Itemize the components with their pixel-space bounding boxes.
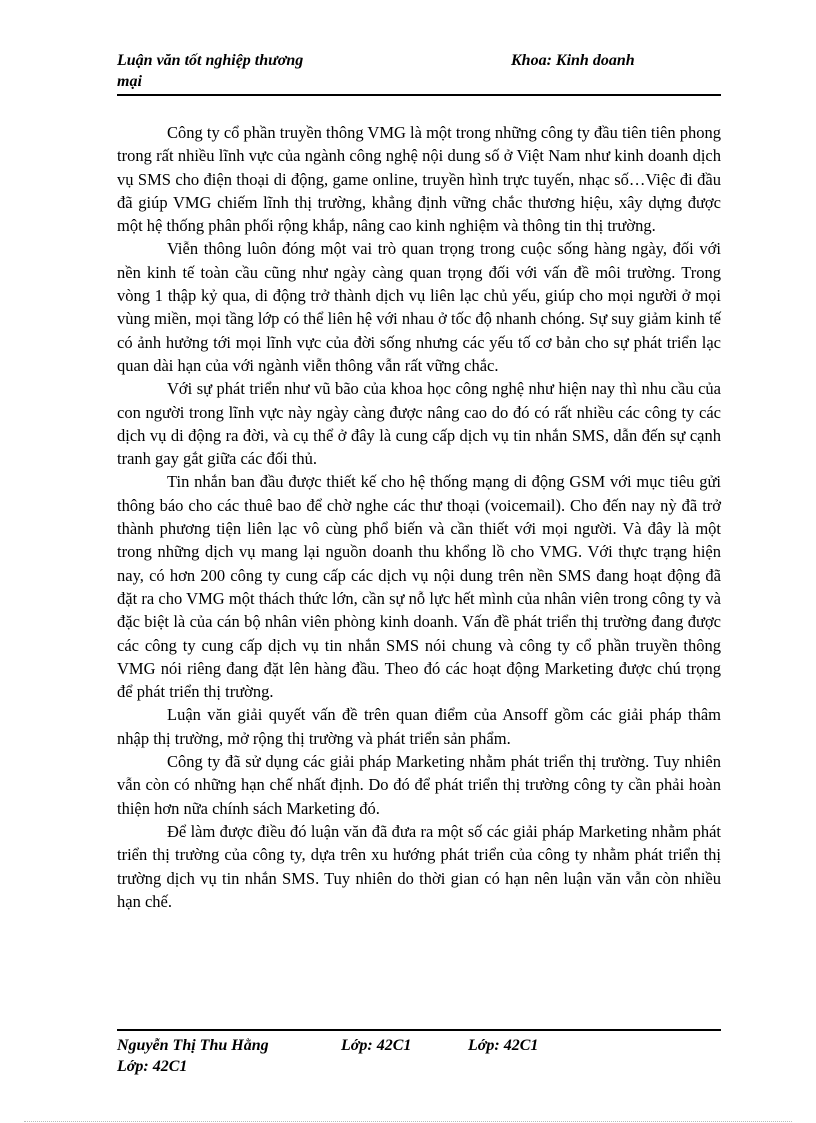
page-edge-divider — [24, 1121, 792, 1122]
paragraph: Tin nhắn ban đầu được thiết kế cho hệ thống mạng di động GSM với mục tiêu gửi thông báo cho các thuê bao để chờ nghe các thư thoại (voicemail). Cho đến nay nỳ đã trở thành phương tiện liên lạc vô cùng phổ biến và cần thiết với mọi người. Và đây là một trong những dịch vụ mang lại nguồn doanh thu khổng lồ cho VMG. Với thực trạng hiện nay, có hơn 200 công ty cung cấp các dịch vụ nội dung trên nền SMS đang hoạt động đã đặt ra cho VMG một thách thức lớn, cần sự nỗ lực hết mình của nhân viên trong công ty và đặc biệt là của cán bộ nhân viên phòng kinh doanh. Vấn đề phát triển thị trường đang được các công ty cung cấp dịch vụ tin nhắn SMS nói chung và công ty cổ phần truyền thông VMG nói riêng đang đặt lên hàng đầu. Theo đó các hoạt động Marketing được chú trọng để phát triển thị trường. — [117, 472, 721, 702]
header-faculty: Khoa: Kinh doanh — [511, 52, 635, 69]
paragraph: Công ty đã sử dụng các giải pháp Marketing nhằm phát triển thị trường. Tuy nhiên vẫn còn có những hạn chế nhất định. Do đó để phát triển thị trường công ty cần phải hoàn thiện hơn nữa chính sách Marketing đó. — [117, 752, 721, 818]
paragraph: Luận văn giải quyết vấn đề trên quan điểm của Ansoff gồm các giải pháp thâm nhập thị trường, mở rộng thị trường và phát triển sản phẩm. — [117, 705, 721, 748]
footer-divider — [117, 1029, 721, 1031]
footer-author: Nguyễn Thị Thu Hằng — [117, 1037, 269, 1054]
footer-class: Lớp: 42C1 — [341, 1037, 412, 1054]
header-thesis-title: Luận văn tốt nghiệp thương mại — [117, 52, 304, 90]
paragraph: Viễn thông luôn đóng một vai trò quan trọng trong cuộc sống hàng ngày, đối với nền kinh tế toàn cầu cũng như ngày càng quan trọng đối với vấn đề môi trường. Trong vòng 1 thập kỷ qua, di động trở thành dịch vụ liên lạc chủ yếu, giúp cho mọi người ở mọi vùng miền, mọi tầng lớp có thể liên hệ với nhau ở tốc độ nhanh chóng. Sự suy giảm kinh tế có ảnh hưởng tới mọi lĩnh vực của đời sống nhưng các yếu tố cơ bản cho sự phát triển lạc quan dài hạn của với ngành viễn thông vẫn rất vững chắc. — [117, 239, 721, 375]
paragraph: Để làm được điều đó luận văn đã đưa ra một số các giải pháp Marketing nhằm phát triển thị trường của công ty, dựa trên xu hướng phát triển của công ty nhằm phát triển thị trường dịch vụ tin nhắn SMS. Tuy nhiên do thời gian có hạn nên luận văn vẫn còn nhiều hạn chế. — [117, 821, 721, 911]
footer-class: Lớp: 42C1 — [117, 1058, 188, 1075]
paragraph: Công ty cổ phần truyền thông VMG là một trong những công ty đầu tiên tiên phong trong rất nhiều lĩnh vực của ngành công nghệ nội dung số ở Việt Nam như kinh doanh dịch vụ SMS cho điện thoại di động, game online, truyền hình trực tuyến, nhạc số…Việc đi đầu đã giúp VMG chiếm lĩnh thị trường, khẳng định vững chắc thương hiệu, xây dựng được một hệ thống phân phối rộng khắp, nâng cao kinh nghiệm và thông tin thị trường. — [117, 123, 721, 236]
paragraph: Với sự phát triển như vũ bão của khoa học công nghệ như hiện nay thì nhu cầu của con người trong lĩnh vực này ngày càng được nâng cao do đó có rất nhiều các công ty các dịch vụ di động ra đời, và cụ thể ở đây là cung cấp dịch vụ tin nhắn SMS, dẫn đến sự cạnh tranh gay gắt giữa các đối thủ. — [117, 379, 721, 469]
page-header — [117, 50, 721, 94]
document-body — [117, 121, 721, 913]
footer-class: Lớp: 42C1 — [468, 1037, 539, 1054]
header-divider — [117, 94, 721, 96]
